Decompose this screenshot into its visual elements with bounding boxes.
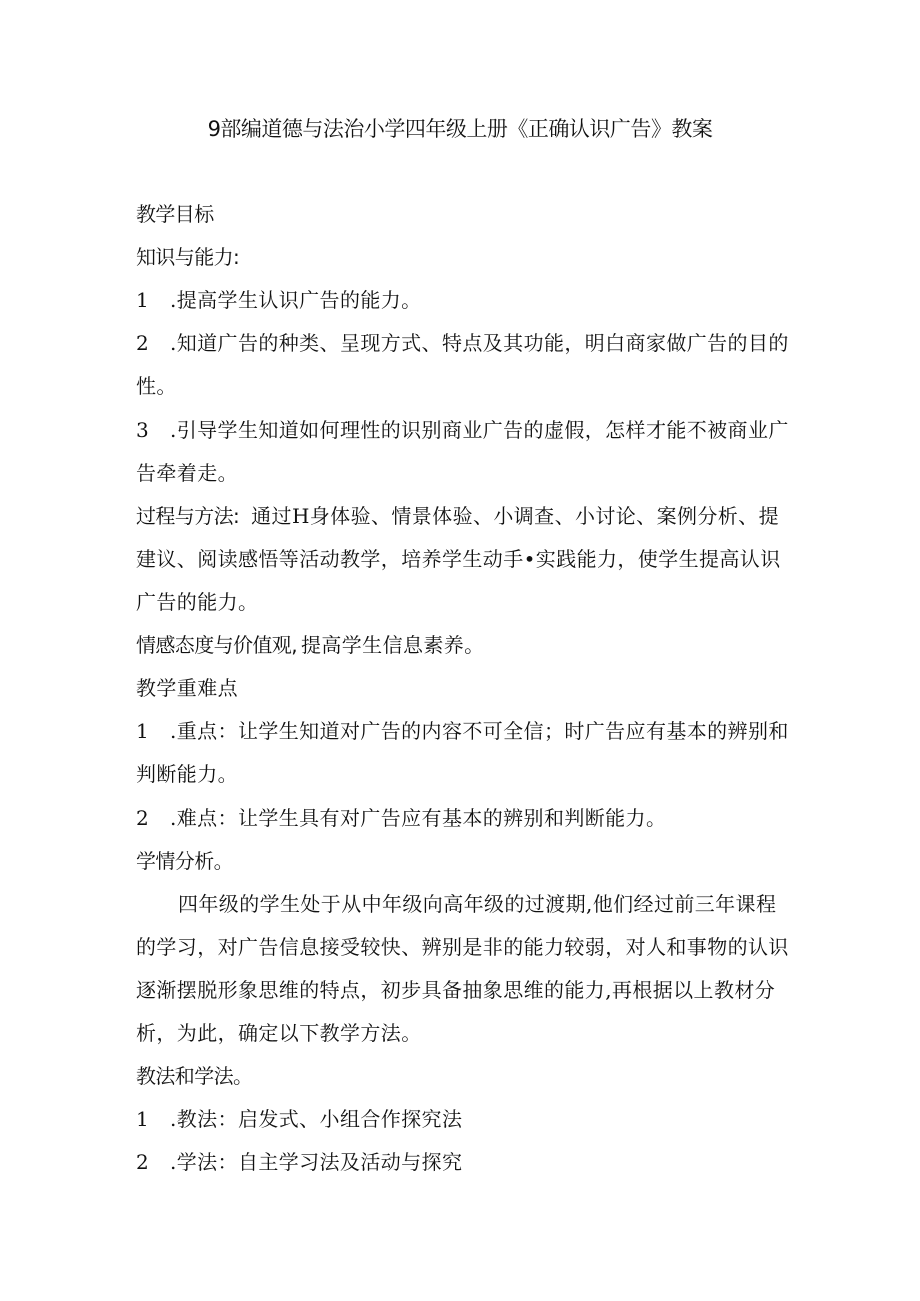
knowledge-item-2-cont: 性。 bbox=[136, 374, 177, 398]
list-text: .重点：让学生知道对广告的内容不可全信；时广告应有基本的辨别和 bbox=[170, 719, 789, 743]
list-number: 1 bbox=[136, 1107, 150, 1131]
process-paragraph-line-1 bbox=[136, 501, 786, 531]
key-item-1 bbox=[136, 716, 789, 746]
methods-heading: 教法和学法。 bbox=[136, 1064, 253, 1088]
methods-item-1 bbox=[136, 1104, 786, 1134]
analysis-line-2: 的学习，对广告信息接受较快、辨别是非的能力较弱，对人和事物的认识 bbox=[136, 935, 789, 959]
list-number: 2 bbox=[136, 331, 150, 355]
list-text: .难点：让学生具有对广告应有基本的辨别和判断能力。 bbox=[170, 806, 667, 830]
knowledge-item-1 bbox=[136, 285, 786, 315]
knowledge-item-3 bbox=[136, 415, 789, 445]
key-item-1-cont: 判断能力。 bbox=[136, 762, 238, 786]
process-paragraph-line-3: 广告的能力。 bbox=[136, 590, 259, 614]
analysis-heading: 学情分析。 bbox=[136, 849, 233, 873]
analysis-line-4: 析，为此，确定以下教学方法。 bbox=[136, 1021, 422, 1045]
list-text: .提高学生认识广告的能力。 bbox=[170, 288, 422, 312]
list-text: .知道广告的种类、呈现方式、特点及其功能，明白商家做广告的目的 bbox=[170, 331, 789, 355]
analysis-line-1: 四年级的学生处于从中年级向高年级的过渡期,他们经过前三年课程 bbox=[178, 892, 777, 916]
list-text: .学法：自主学习法及活动与探究 bbox=[170, 1150, 463, 1174]
list-number: 2 bbox=[136, 1150, 150, 1174]
list-number: 3 bbox=[136, 418, 150, 442]
key-item-2 bbox=[136, 803, 786, 833]
list-text: .教法：启发式、小组合作探究法 bbox=[170, 1107, 463, 1131]
list-number: 1 bbox=[136, 288, 150, 312]
list-number: 1 bbox=[136, 719, 150, 743]
knowledge-item-2 bbox=[136, 328, 789, 358]
knowledge-heading: 知识与能力: bbox=[136, 245, 240, 269]
goals-heading: 教学目标 bbox=[136, 202, 214, 226]
emotion-heading: 情感态度与价值观, bbox=[136, 633, 297, 657]
analysis-line-3: 逐渐摆脱形象思维的特点，初步具备抽象思维的能力,再根据以上教材分 bbox=[136, 978, 776, 1002]
process-paragraph-line-2: 建议、阅读感悟等活动教学，培养学生动手•实践能力，使学生提高认识 bbox=[136, 547, 781, 571]
document-title: 9部编道德与法治小学四年级上册《正确认识广告》教案 bbox=[207, 117, 713, 141]
key-heading: 教学重难点 bbox=[136, 676, 238, 700]
emotion-paragraph bbox=[136, 630, 786, 660]
emotion-text: 提高学生信息素养。 bbox=[300, 633, 485, 657]
list-number: 2 bbox=[136, 806, 150, 830]
process-heading: 过程与方法: bbox=[136, 504, 240, 528]
methods-item-2 bbox=[136, 1147, 786, 1177]
process-text: 通过H身体验、情景体验、小调查、小讨论、案例分析、提 bbox=[251, 504, 779, 528]
list-text: .引导学生知道如何理性的识别商业广告的虚假，怎样才能不被商业广 bbox=[170, 418, 789, 442]
knowledge-item-3-cont: 告牵着走。 bbox=[136, 461, 238, 485]
